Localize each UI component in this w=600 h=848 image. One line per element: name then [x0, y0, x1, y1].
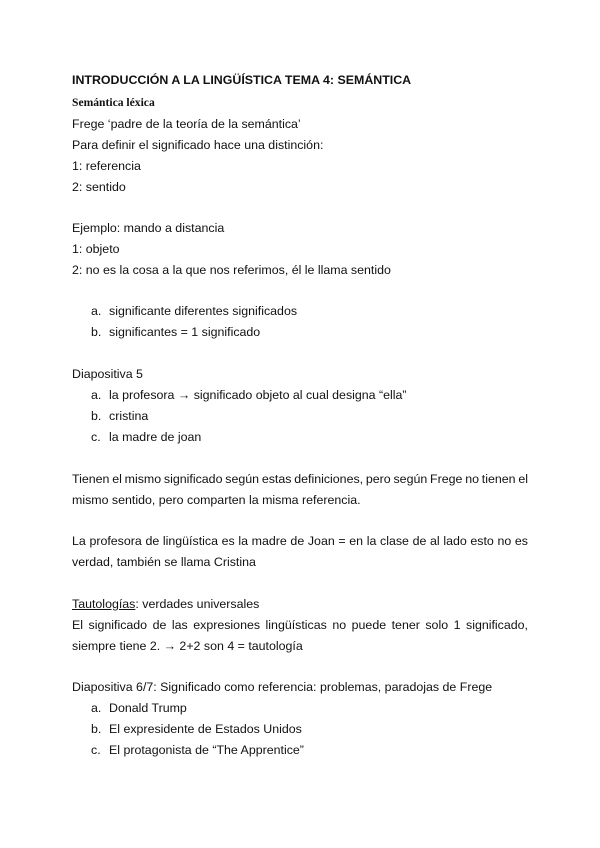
- word: no: [465, 472, 479, 486]
- word: clase: [380, 534, 409, 548]
- word: El: [72, 618, 84, 632]
- word: significado: [88, 618, 148, 632]
- word: de: [290, 534, 305, 548]
- word: 1: [453, 618, 461, 632]
- list-item-text: El protagonista de “The Apprentice”: [109, 743, 304, 757]
- word: significado: [163, 472, 223, 486]
- word: Joan: [307, 534, 335, 548]
- word: lado: [443, 534, 467, 548]
- word: lingüística: [162, 534, 218, 548]
- paragraph-line: [72, 617, 528, 633]
- paragraph-line: mismo sentido, pero comparten la misma referencia.: [72, 493, 361, 507]
- tautology-term: Tautologías: [72, 597, 136, 611]
- word: en: [349, 534, 364, 548]
- text-line: Frege ‘padre de la teoría de la semántica’: [72, 117, 301, 131]
- text-line: Para definir el significado hace una distinción:: [72, 138, 324, 152]
- word: =: [338, 534, 346, 548]
- list-item-text: significantes = 1 significado: [109, 325, 261, 339]
- text-line: 1: objeto: [72, 242, 120, 256]
- tautology-definition: : verdades universales: [135, 597, 260, 611]
- word: lingüísticas: [265, 618, 327, 632]
- example-heading: Ejemplo: mando a distancia: [72, 221, 225, 235]
- list-marker: a.: [91, 304, 102, 318]
- word: Tienen: [72, 472, 110, 486]
- word: puede: [351, 618, 387, 632]
- word: pero: [365, 472, 391, 486]
- word: mismo: [124, 472, 162, 486]
- word: significado,: [466, 618, 528, 632]
- list-item: [91, 324, 260, 340]
- list-marker: b.: [91, 325, 102, 339]
- text-line: 1: referencia: [72, 159, 141, 173]
- word: solo: [425, 618, 449, 632]
- paragraph-line: [72, 533, 528, 549]
- word: el: [112, 472, 122, 486]
- section-heading: Semántica léxica: [72, 96, 155, 109]
- word: no: [497, 534, 512, 548]
- word: Frege: [430, 472, 463, 486]
- paragraph-line: verdad, también se llama Cristina: [72, 555, 256, 569]
- word: definiciones,: [294, 472, 364, 486]
- list-item-text: significante diferentes significados: [109, 304, 298, 318]
- paragraph-line: siempre tiene 2. → 2+2 son 4 = tautología: [72, 639, 303, 653]
- word: esto: [470, 534, 494, 548]
- list-item-text: la madre de joan: [109, 430, 202, 444]
- word: expresiones: [193, 618, 261, 632]
- list-item-text: El expresidente de Estados Unidos: [109, 722, 302, 736]
- list-item-text: la profesora → significado objeto al cual designa “ella”: [109, 388, 407, 402]
- text-line: 2: sentido: [72, 180, 126, 194]
- list-item-text: cristina: [109, 409, 149, 423]
- list-marker: b.: [91, 722, 102, 736]
- list-item-text: Donald Trump: [109, 701, 187, 715]
- slide5-heading: Diapositiva 5: [72, 367, 143, 381]
- word: no: [332, 618, 347, 632]
- word: madre: [251, 534, 287, 548]
- list-item: [91, 408, 148, 424]
- text-line: 2: no es la cosa a la que nos referimos, él le llama sentido: [72, 263, 391, 277]
- word: de: [152, 618, 167, 632]
- document-title: INTRODUCCIÓN A LA LINGÜÍSTICA TEMA 4: SEMÁNTICA: [72, 73, 412, 87]
- slide67-heading: Diapositiva 6/7: Significado como referencia: problemas, paradojas de Frege: [72, 680, 493, 694]
- word: la: [238, 534, 249, 548]
- word: estas: [261, 472, 292, 486]
- list-marker: c.: [91, 743, 101, 757]
- list-marker: a.: [91, 701, 102, 715]
- word: La: [72, 534, 86, 548]
- list-marker: c.: [91, 430, 101, 444]
- word: de: [145, 534, 160, 548]
- paragraph-line: [72, 471, 528, 487]
- list-item: [91, 387, 407, 403]
- word: la: [366, 534, 377, 548]
- word: las: [171, 618, 188, 632]
- list-marker: a.: [91, 388, 102, 402]
- word: tener: [391, 618, 420, 632]
- list-item: [91, 742, 304, 758]
- list-item: [91, 721, 302, 737]
- list-marker: b.: [91, 409, 102, 423]
- word: es: [221, 534, 235, 548]
- list-item: [91, 700, 187, 716]
- word: es: [514, 534, 528, 548]
- list-item: [91, 303, 297, 319]
- word: según: [393, 472, 428, 486]
- word: según: [225, 472, 260, 486]
- tautology-heading: [72, 596, 259, 612]
- word: profesora: [89, 534, 142, 548]
- word: el: [518, 472, 528, 486]
- word: al: [430, 534, 440, 548]
- word: tienen: [481, 472, 516, 486]
- word: de: [412, 534, 427, 548]
- list-item: [91, 429, 201, 445]
